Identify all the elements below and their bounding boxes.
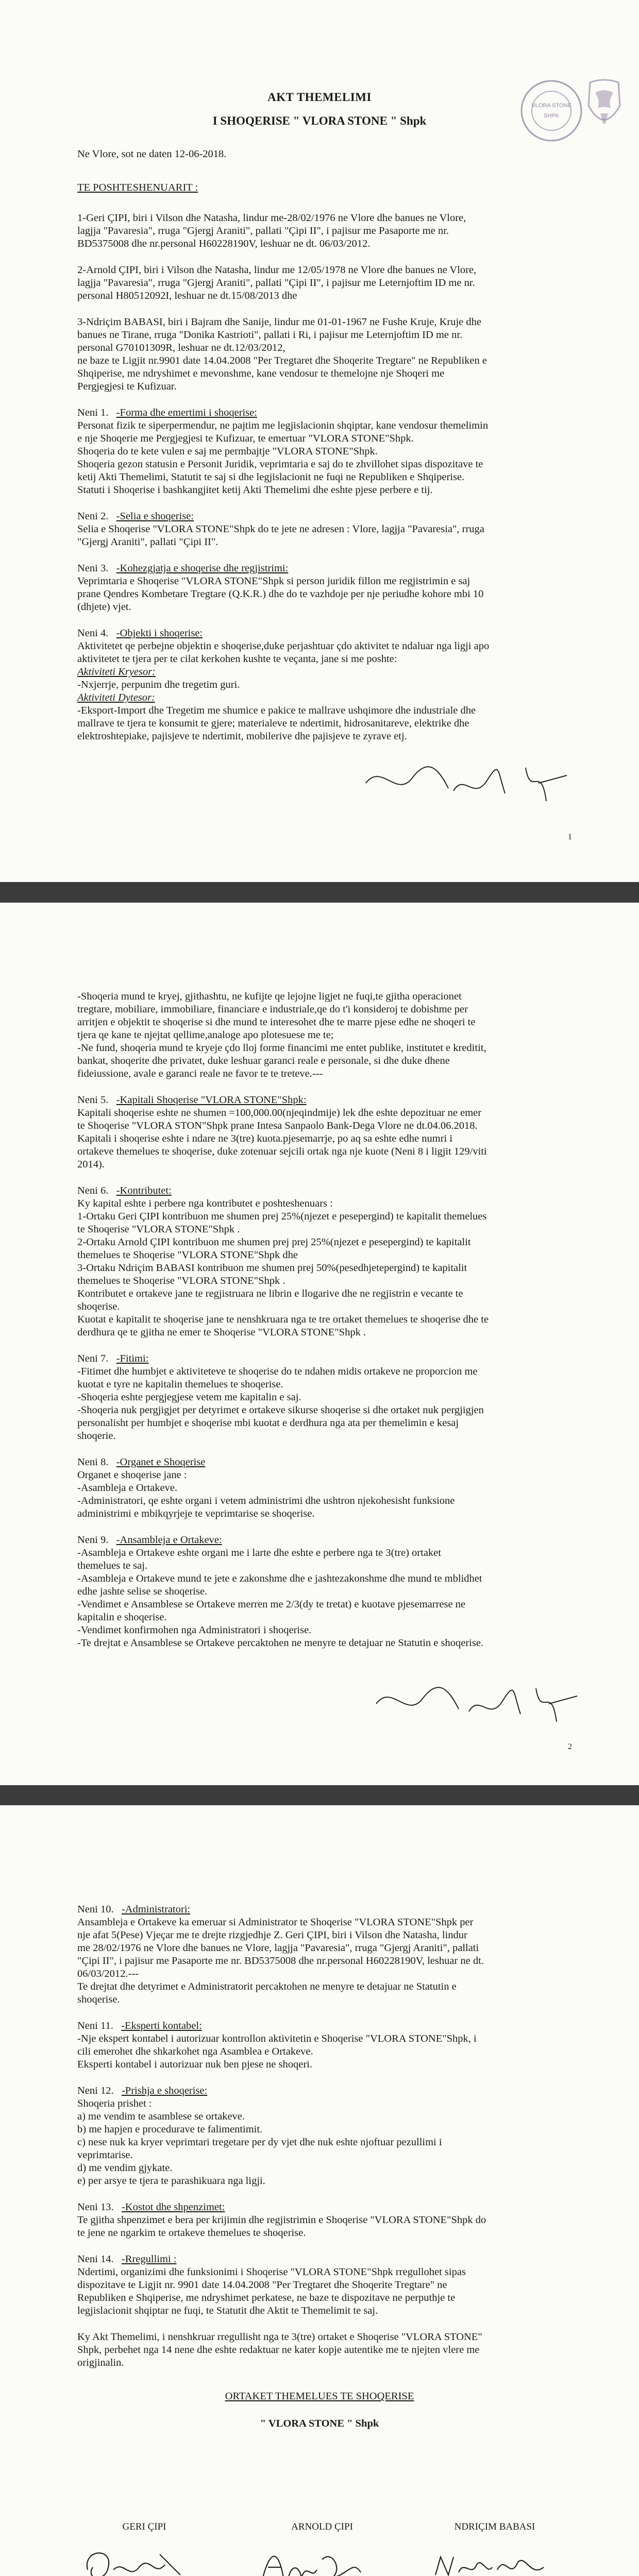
article-title: -Selia e shoqerise:: [116, 511, 194, 522]
article-heading: [77, 1456, 562, 1469]
text-line: Statuti i Shoqerise i bashkangjitet ketij Akti Themelimi dhe eshte pjese perbere e tij.: [77, 484, 433, 496]
text-line: d) me vendim gjykate.: [77, 2162, 173, 2174]
article-title: -Objekti i shoqerise:: [116, 628, 203, 639]
text-line: personal H80512092I, leshuar ne dt.15/08/2013 dhe: [77, 290, 297, 302]
text-line: Shqiperise, me ndryshimet e mevonshme, kane vendosur te themelojne nje Shoqeri me: [77, 368, 445, 380]
article-title: -Eksperti kontabel:: [121, 2020, 202, 2031]
text-line: Shoqeria do te kete vulen e saj me permbajtje "VLORA STONE"Shpk.: [77, 446, 378, 457]
article-number: Neni 10.: [77, 1904, 114, 1915]
article-number: Neni 8.: [77, 1456, 109, 1468]
text-line: BD5375008 dhe nr.personal H60228190V, leshuar ne dt. 06/03/2012.: [77, 238, 371, 250]
text-line: 2-Arnold ÇIPI, biri i Vilson dhe Natasha, lindur me 12/05/1978 ne Vlore dhe banues ne Vlore,: [77, 264, 477, 276]
text-line: Eksperti kontabel i autorizuar nuk ben pjese ne shoqeri.: [77, 2059, 312, 2070]
text-line: ne baze te Ligjit nr.9901 date 14.04.2008 "Per Tregtaret dhe Shoqerite Tregtare" ne Republiken e: [77, 355, 487, 367]
text-line: Pergjegjesi te Kufizuar.: [77, 381, 177, 393]
article-title: -Prishja e shoqerise:: [121, 2085, 208, 2096]
text-line: bankat, shoqerite dhe privatet, duke leshuar garanci reale e personale, si dhe duke dhene: [77, 1055, 450, 1066]
founder-2-paragraph: [77, 264, 562, 302]
text-line: ortakeve themelues te shoqerise, duke zotenuar sejcili ortak nga nje kuote (Neni 8 i ligjit 129/viti: [77, 1146, 487, 1157]
text-line: edhe jashte selise se shoqerise.: [77, 1586, 208, 1597]
text-line: Ansambleja e Ortakeve ka emeruar si Administrator te Shoqerise "VLORA STONE"Shpk per: [77, 1917, 474, 1928]
founder-signatures: [77, 2521, 562, 2576]
stamp-subtext: SHPK: [544, 113, 559, 119]
text-line: Selia e Shoqerise "VLORA STONE"Shpk do te jete ne adresen : Vlore, lagjja "Pavaresia", rruga: [77, 523, 484, 535]
text-line: shoqerise.: [77, 1301, 120, 1312]
text-line: Ky kapital eshte i perbere nga kontributet e poshteshenuars :: [77, 1198, 333, 1209]
page-3-body: [77, 1903, 562, 2461]
text-line: -Eksport-Import dhe Tregetim me shumice e pakice te mallrave ushqimore dhe industriale dhe: [77, 705, 476, 717]
document-page-3: [0, 1805, 639, 2576]
article-title: -Kapitali Shoqerise "VLORA STONE"Shpk:: [116, 1094, 307, 1106]
article-number: Neni 14.: [77, 2253, 114, 2265]
eagle-emblem-icon: [580, 77, 629, 139]
text-line: Kapitali shoqerise eshte ne shumen =100,000.00(njeqindmije) lek dhe eshte depozituar ne emer: [77, 1107, 482, 1118]
page-number: 1: [568, 833, 572, 841]
text-line: lagjja "Pavaresia", rruga "Gjergj Araniti", pallati "Çipi II", i pajisur me Leternjoftim ID me nr.: [77, 277, 475, 289]
text-line: Organet e shoqerise jane :: [77, 1469, 187, 1481]
article-number: Neni 11.: [77, 2020, 113, 2031]
article-11: [77, 2020, 562, 2071]
handwritten-signature: [255, 2539, 368, 2576]
text-line: Aktivitetet qe perbejne objektin e shoqerise,duke perjashtuar çdo aktivitet te ndaluar nga ligji apo: [77, 640, 490, 652]
article-heading: [77, 562, 562, 575]
text-line: tregtare, mobiliare, immobiliare, financiare e industriale,qe do t'i konsideroj te dobishme per: [77, 1004, 468, 1015]
stamp-text: VLORA STONE: [531, 103, 571, 109]
text-line: Personat fizik te siperpermendur, ne pajtim me legjislacionin shqiptar, kane vendosur themelimin: [77, 420, 489, 432]
text-line: -Administratori, qe eshte organi i vetem administrimi dhe ushtron njekohesisht funksione: [77, 1495, 455, 1506]
text-line: 2-Ortaku Arnold ÇIPI kontribuon me shumen prej prej 25%(njezet e pesepergind) te kapitalit: [77, 1236, 471, 1248]
text-line: c) nese nuk ka kryer veprimtari tregetare per dy vjet dhe nuk eshte njoftuar pezullimi i: [77, 2137, 442, 2148]
text-line: e) per arsye te tjera te parashikuara nga ligji.: [77, 2175, 265, 2187]
article-title: -Kohezgjatja e shoqerise dhe regjistrimi:: [116, 563, 289, 574]
article-heading: [77, 2201, 562, 2214]
founders-heading: TE POSHTESHENUARIT :: [77, 182, 198, 194]
text-line: e nje Shoqerie me Pergjegjesi te Kufizuar, te emertuar "VLORA STONE"Shpk.: [77, 433, 414, 445]
text-line: b) me hapjen e procedurave te falimentimit.: [77, 2124, 263, 2135]
text-line: lagjja "Pavaresia", rruga "Gjergj Araniti", pallati "Çipi II", i pajisur me Pasaporte me nr.: [77, 225, 449, 237]
article-4: [77, 627, 562, 743]
text-line: Kapitali i shoqerise eshte i ndare ne 3(tre) kuota.pjesemarrje, po aq sa eshte edhe numri i: [77, 1133, 453, 1144]
article-heading: [77, 2253, 562, 2266]
article-title: -Ansambleja e Ortakeve:: [116, 1534, 222, 1546]
text-line: nje afat 5(Pese) Vjeçar me te drejte rizgjedhje Z. Geri ÇIPI, biri i Vilson dhe Natasha, lindur: [77, 1929, 467, 1941]
text-line: Kontributet e ortakeve jane te regjistruara ne librin e llogarive dhe ne regjistrin e vecante te: [77, 1288, 463, 1299]
text-line: kuotat e tyre ne kapitalin themelues te shoqerise.: [77, 1379, 283, 1390]
text-line: 3-Ndriçim BABASI, biri i Bajram dhe Sanije, lindur me 01-01-1967 ne Fushe Kruje, Kruje dhe: [77, 316, 481, 328]
text-line: dispozitave te Ligjit nr. 9901 date 14.04.2008 "Per Tregtaret dhe Shoqerite Tregtare" ne: [77, 2279, 447, 2291]
founder-3-paragraph: [77, 316, 562, 393]
article-14: [77, 2253, 562, 2317]
text-line: fideiussione, avale e garanci reale ne favor te te treteve.---: [77, 1068, 323, 1079]
text-line: 2014).: [77, 1159, 105, 1170]
article-heading: [77, 2084, 562, 2097]
text-line: "Çipi II", i pajisur me Pasaporte me nr. BD5375008 dhe nr.personal H60228190V, leshuar ne dt.: [77, 1955, 484, 1967]
secondary-activity-label: Aktiviteti Dytesor:: [77, 692, 155, 704]
main-activity-label: Aktiviteti Kryesor:: [77, 666, 156, 678]
text-line: a) me vendim te asamblese se ortakeve.: [77, 2111, 245, 2122]
text-line: ketij Akti Themelimi, Statutit te saj si dhe legjislacionit ne fuqi ne Republiken e Shqiperise.: [77, 471, 465, 483]
article-number: Neni 3.: [77, 563, 109, 574]
article-10: [77, 1903, 562, 2006]
text-line: -Fitimet dhe humbjet e aktiviteteve te shoqerise do te ndahen midis ortakeve ne proporcion me: [77, 1366, 478, 1377]
document-title: AKT THEMELIMI: [267, 91, 372, 104]
article-6: [77, 1184, 562, 1339]
text-line: origjinalin.: [77, 2357, 124, 2368]
text-line: Ky Akt Themelimi, i nenshkruar rregullisht nga te 3(tre) ortaket e Shoqerise "VLORA STONE": [77, 2331, 482, 2343]
article-number: Neni 7.: [77, 1353, 109, 1364]
text-line: -Vendimet konfirmohen nga Administratori i shoqerise.: [77, 1624, 312, 1636]
article-3: [77, 562, 562, 614]
text-line: themelues te Shoqerise "VLORA STONE"Shpk .: [77, 1275, 285, 1286]
article-7: [77, 1352, 562, 1443]
text-line: cili emerohet dhe shkarkohet nga Asamblea e Ortakeve.: [77, 2046, 313, 2057]
text-line: veprimtarise.: [77, 2149, 133, 2161]
text-line: banues ne Tirane, rruga "Donika Kastrioti", pallati i Ri, i pajisur me Leternjoftim ID me nr.: [77, 329, 463, 341]
page-number: 2: [568, 1742, 572, 1751]
text-line: Shoqeria gezon statusin e Personit Juridik, veprimtaria e saj do te zhvillohet sipas dispozitave te: [77, 459, 483, 470]
document-page-1: [0, 0, 639, 882]
article-number: Neni 6.: [77, 1185, 109, 1196]
text-line: kapitalin e shoqerise.: [77, 1612, 167, 1623]
initials-signatures: [361, 752, 577, 809]
text-line: mallrave te tjera te konsumit te gjere; materialeve te ndertimit, hidrosanitareve, elektrike dhe: [77, 718, 469, 730]
text-line: -Shoqeria nuk pergjigjet per detyrimet e ortakeve sikurse shoqerise si dhe ortaket nuk pergjigjen: [77, 1404, 484, 1416]
article-13: [77, 2201, 562, 2240]
article-number: Neni 12.: [77, 2085, 114, 2096]
article-1: [77, 406, 562, 497]
text-line: (dhjete) vjet.: [77, 601, 131, 613]
text-line: -Ne fund, shoqeria mund te kryeje çdo lloj forme financimi me entet publike, institutet e kreditit,: [77, 1042, 486, 1054]
text-line: Kuotat e kapitalit te shoqerise jane te nenshkruara nga te tre ortaket themelues te shoqerise dhe te: [77, 1314, 489, 1325]
founder-name: ARNOLD ÇIPI: [291, 2521, 353, 2532]
article-title: -Organet e Shoqerise: [116, 1456, 206, 1468]
article-title: -Fitimi:: [116, 1353, 149, 1364]
page-2-body: [77, 990, 562, 1663]
text-line: personalisht per humbjet e shoqerise mbi kuotat e derdhura nga ata per themelimin e kesaj: [77, 1417, 459, 1429]
article-heading: [77, 1352, 562, 1365]
signature-block-ndricim-babasi: [428, 2521, 562, 2576]
article-title: -Forma dhe emertimi i shoqerise:: [116, 407, 258, 419]
text-line: 1-Ortaku Geri ÇIPI kontribuon me shumen prej 25%(njezet e pesepergind) te kapitalit themelues: [77, 1211, 487, 1222]
article-8: [77, 1456, 562, 1520]
document-subtitle: I SHOQERISE " VLORA STONE " Shpk: [212, 114, 427, 128]
text-line: Te drejtat dhe detyrimet e Administratorit percaktohen ne menyre te detajuar ne Statutin e: [77, 1981, 457, 1992]
article-number: Neni 2.: [77, 511, 109, 522]
text-line: Shoqeria prishet :: [77, 2098, 152, 2109]
text-line: arritjen e objektit te shoqerise si dhe mund te interesohet dhe te marre pjese edhe ne shoqeri te: [77, 1016, 476, 1028]
text-line: prane Qendres Kombetare Tregtare (Q.K.R.) dhe do te vazhdoje per nje periudhe kohore mbi 10: [77, 588, 484, 600]
signature-block-arnold-cipi: [255, 2521, 389, 2576]
handwritten-signature: [428, 2539, 551, 2576]
text-line: administrimi e mbikqyrjeje te veprimtarise se shoqerise.: [77, 1508, 315, 1519]
activity-continuation: [77, 990, 562, 1080]
text-line: -Nxjerrje, perpunim dhe tregetim guri.: [77, 679, 240, 691]
text-line: tjera qe kane te njejtat qellime,analoge apo plotesuese me te;: [77, 1029, 334, 1041]
article-heading: [77, 510, 562, 523]
initials-signatures: [371, 1675, 587, 1727]
article-9: [77, 1534, 562, 1650]
text-line: te jene ne ngarkim te ortakeve themelues te shoqerise.: [77, 2227, 306, 2239]
text-line: derdhura qe te gjitha ne emer te Shoqerise "VLORA STONE"Shpk .: [77, 1327, 366, 1338]
text-line: Veprimtaria e Shoqerise "VLORA STONE"Shpk si person juridik fillon me regjistrimin e saj: [77, 575, 470, 587]
article-12: [77, 2084, 562, 2188]
text-line: themelues te saj.: [77, 1560, 148, 1571]
text-line: te Shoqerise "VLORA STON"Shpk prane Intesa Sanpaolo Bank-Dega Vlore ne dt.04.06.2018.: [77, 1120, 478, 1131]
text-line: themelues te Shoqerise "VLORA STONE"Shpk dhe: [77, 1249, 298, 1261]
article-number: Neni 4.: [77, 628, 109, 639]
text-line: shoqerise.: [77, 1994, 120, 2005]
document-page-2: [0, 903, 639, 1785]
text-line: -Shoqeria eshte pergjegjese vetem me kapitalin e saj.: [77, 1392, 301, 1403]
text-line: -Nje ekspert kontabel i autorizuar kontrollon aktivitetin e Shoqerise "VLORA STONE"Shpk, i: [77, 2033, 477, 2044]
article-title: -Administratori:: [121, 1904, 191, 1915]
article-heading: [77, 1534, 562, 1547]
founder-name: GERI ÇIPI: [122, 2521, 166, 2532]
article-heading: [77, 406, 562, 419]
article-heading: [77, 627, 562, 640]
text-line: shoqerie.: [77, 1430, 116, 1442]
text-line: -Asambleja e Ortakeve mund te jete e zakonshme dhe e jashtezakonshme dhe mund te mblidhet: [77, 1573, 482, 1584]
text-line: 3-Ortaku Ndriçim BABASI kontribuon me shumen prej 50%(pesedhjetepergind) te kapitalit: [77, 1262, 467, 1274]
text-line: Te gjitha shpenzimet e bera per krijimin dhe regjistrimin e Shoqerise "VLORA STONE"Shpk do: [77, 2214, 486, 2226]
article-heading: [77, 2020, 562, 2032]
text-line: te Shoqerise "VLORA STONE"Shpk .: [77, 1224, 240, 1235]
article-2: [77, 510, 562, 549]
article-number: Neni 9.: [77, 1534, 109, 1546]
text-line: -Te drejtat e Ansamblese se Ortakeve percaktohen ne menyre te detajuar ne Statutin e shoqerise.: [77, 1637, 484, 1649]
signature-block-geri-cipi: [77, 2521, 211, 2576]
founder-name: NDRIÇIM BABASI: [454, 2521, 535, 2532]
article-heading: [77, 1184, 562, 1197]
text-line: Shpk, perbehet nga 14 nene dhe eshte redaktuar ne kater kopje autentike me te njejten vlere me: [77, 2344, 480, 2355]
owners-heading: ORTAKET THEMELUES TE SHOQERISE: [225, 2391, 414, 2402]
article-title: -Rregullimi :: [121, 2253, 177, 2265]
text-line: Ndertimi, organizimi dhe funksionimi i Shoqerise "VLORA STONE"Shpk rregullohet sipas: [77, 2266, 466, 2278]
text-line: me 28/02/1976 ne Vlore dhe banues ne Vlore, lagjja "Pavaresia", rruga "Gjergj Araniti", pallati: [77, 1942, 479, 1954]
text-line: 06/03/2012.---: [77, 1968, 139, 1979]
text-line: elektroshtepiake, pajisjeve te ndertimit, mobilerive dhe pajisjeve te zyrave etj.: [77, 731, 407, 742]
text-line: "Gjergj Araniti", pallati "Çipi II".: [77, 536, 218, 548]
date-line: Ne Vlore, sot ne daten 12-06-2018.: [77, 148, 227, 160]
article-heading: [77, 1903, 562, 1916]
founder-1-paragraph: [77, 212, 562, 250]
page-1-body: [77, 90, 562, 756]
text-line: 1-Geri ÇIPI, biri i Vilson dhe Natasha, lindur me-28/02/1976 ne Vlore dhe banues ne Vlore,: [77, 212, 466, 224]
text-line: -Asambleja e Ortakeve eshte organi me i larte dhe eshte e perbere nga te 3(tre) ortaket: [77, 1547, 441, 1558]
article-number: Neni 13.: [77, 2201, 114, 2213]
text-line: -Asambleja e Ortakeve.: [77, 1482, 178, 1494]
article-title: -Kostot dhe shpenzimet:: [121, 2201, 225, 2213]
text-line: -Vendimet e Ansamblese se Ortakeve merren me 2/3(dy te tretat) e kuotave pjesemarrese ne: [77, 1599, 466, 1610]
closing-paragraph: [77, 2331, 562, 2369]
text-line: Republiken e Shqiperise, me ndryshimet perkatese, ne baze te dispozitave ne perputhje te: [77, 2292, 456, 2303]
text-line: aktivitetet te tjera per te cilat kerkohen kushte te veçanta, jane si me poshte:: [77, 653, 397, 665]
article-number: Neni 5.: [77, 1094, 109, 1106]
handwritten-signature: [77, 2539, 191, 2576]
article-title: -Kontributet:: [116, 1185, 172, 1196]
article-number: Neni 1.: [77, 407, 109, 419]
article-5: [77, 1094, 562, 1171]
text-line: -Shoqeria mund te kryej, gjithashtu, ne kufijte qe lejojne ligjet ne fuqi,te gjitha operacionet: [77, 991, 462, 1002]
text-line: legjislacionit shqiptar ne fuqi, te Statutit dhe Aktit te Themelimit te saj.: [77, 2305, 378, 2316]
article-heading: [77, 1094, 562, 1107]
text-line: personal G70101309R, leshuar ne dt.12/03/2012,: [77, 342, 285, 354]
company-name: " VLORA STONE " Shpk: [260, 2418, 379, 2429]
